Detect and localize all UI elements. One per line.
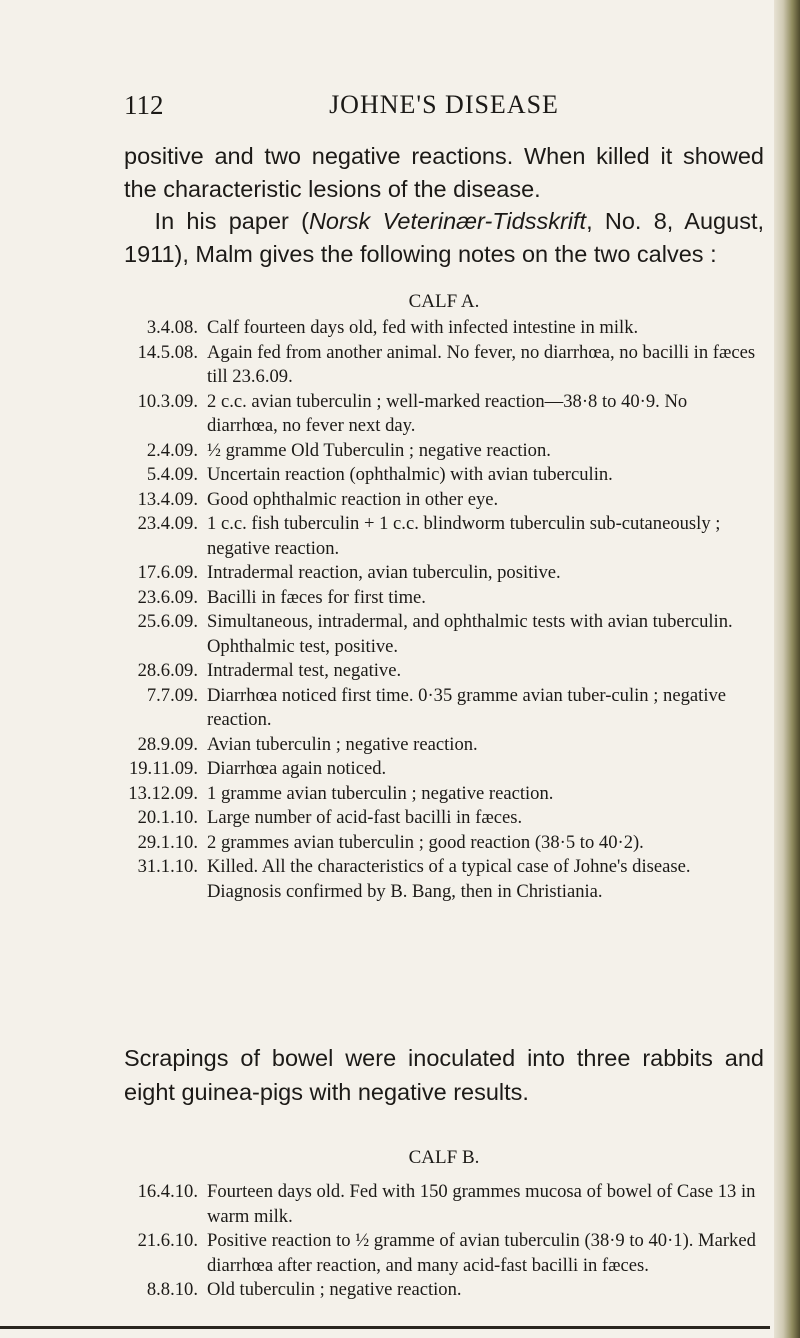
entry-text: Calf fourteen days old, fed with infected intestine in milk. xyxy=(207,317,639,338)
entry-date: 13.4.09. xyxy=(137,488,198,510)
entry-date: 13.12.09. xyxy=(128,782,198,804)
entry-date: 23.6.09. xyxy=(137,586,198,608)
calf-a-heading: CALF A. xyxy=(408,291,480,312)
log-entry xyxy=(122,659,762,684)
entry-date: 7.7.09. xyxy=(146,684,198,706)
summary-paragraph: Scrapings of bowel were inoculated into three rabbits and eight guinea-pigs with negative results. xyxy=(124,1045,764,1105)
intro-text xyxy=(124,140,764,270)
entry-text: Positive reaction to ½ gramme of avian tuberculin (38·9 to 40·1). Marked diarrhœa after reaction, and many acid-fast bacilli in fæces. xyxy=(207,1230,756,1276)
entry-text: ½ gramme Old Tuberculin ; negative reaction. xyxy=(207,439,551,461)
log-entry xyxy=(122,488,762,513)
log-entry xyxy=(122,1180,762,1229)
entry-text: Diarrhœa again noticed. xyxy=(207,758,387,779)
entry-text: Simultaneous, intradermal, and ophthalmic tests with avian tuberculin. Ophthalmic test, positive. xyxy=(207,611,733,657)
running-title: JOHNE'S DISEASE xyxy=(329,90,559,119)
log-entry xyxy=(122,561,762,586)
entry-text: Large number of acid-fast bacilli in fæces. xyxy=(207,807,523,828)
intro-paragraph-1: positive and two negative reactions. When killed it showed the characteristic lesions of the disease. xyxy=(124,143,764,202)
calf-b-heading: CALF B. xyxy=(408,1147,480,1168)
log-entry xyxy=(122,586,762,611)
entry-date: 29.1.10. xyxy=(137,831,198,853)
intro-paragraph-2-post: , No. 8, August, 1911), Malm gives the following notes on the two calves : xyxy=(124,208,765,267)
entry-text: Good ophthalmic reaction in other eye. xyxy=(207,488,499,510)
entry-date: 17.6.09. xyxy=(137,562,198,583)
entry-text: Uncertain reaction (ophthalmic) with avian tuberculin. xyxy=(207,464,613,485)
entry-date: 31.1.10. xyxy=(137,856,198,877)
entry-text: Diarrhœa noticed first time. 0·35 gramme avian tuber-culin ; negative reaction. xyxy=(207,684,727,730)
log-entry xyxy=(122,806,762,831)
entry-date: 8.8.10. xyxy=(146,1279,198,1300)
entry-date: 16.4.10. xyxy=(137,1181,198,1202)
entry-date: 10.3.09. xyxy=(137,390,198,412)
entry-text: Bacilli in fæces for first time. xyxy=(207,586,426,608)
entry-date: 3.4.08. xyxy=(146,317,198,338)
entry-date: 28.6.09. xyxy=(137,660,198,681)
log-entry xyxy=(122,831,762,856)
entry-date: 2.4.09. xyxy=(146,439,198,461)
entry-text: Fourteen days old. Fed with 150 grammes mucosa of bowel of Case 13 in warm milk. xyxy=(207,1181,756,1227)
log-entry xyxy=(122,782,762,807)
entry-text: 2 c.c. avian tuberculin ; well-marked reaction—38·8 to 40·9. No diarrhœa, no fever next day. xyxy=(207,390,688,436)
entry-date: 14.5.08. xyxy=(137,341,198,363)
page-number: 112 xyxy=(124,90,164,120)
log-entry xyxy=(122,1229,762,1278)
entry-text: Intradermal reaction, avian tuberculin, positive. xyxy=(207,562,561,583)
log-entry xyxy=(122,684,762,733)
log-entry xyxy=(122,512,762,561)
entry-date: 23.4.09. xyxy=(137,513,198,534)
entry-text: 1 gramme avian tuberculin ; negative reaction. xyxy=(207,782,554,804)
log-entry xyxy=(122,757,762,782)
entry-text: Intradermal test, negative. xyxy=(207,660,402,681)
entry-text: Again fed from another animal. No fever, no diarrhœa, no bacilli in fæces till 23.6.09. xyxy=(207,341,756,387)
calf-a-log xyxy=(122,316,762,904)
entry-date: 20.1.10. xyxy=(137,807,198,828)
calf-b-log xyxy=(122,1180,762,1303)
entry-date: 25.6.09. xyxy=(137,611,198,632)
intro-paragraph-2 xyxy=(124,205,764,270)
log-entry xyxy=(122,855,762,904)
log-entry xyxy=(122,390,762,439)
intro-paragraph-2-pre: In his paper ( xyxy=(154,208,309,234)
scan-edge-shadow xyxy=(774,0,800,1338)
log-entry xyxy=(122,610,762,659)
entry-text: 2 grammes avian tuberculin ; good reaction (38·5 to 40·2). xyxy=(207,831,644,853)
log-entry xyxy=(122,463,762,488)
entry-text: Old tuberculin ; negative reaction. xyxy=(207,1279,462,1300)
log-entry xyxy=(122,439,762,464)
log-entry xyxy=(122,341,762,390)
log-entry xyxy=(122,733,762,758)
entry-text: Killed. All the characteristics of a typical case of Johne's disease. Diagnosis confirmed by B. Bang, then in Christiania. xyxy=(207,856,691,902)
entry-date: 5.4.09. xyxy=(146,464,198,485)
entry-date: 19.11.09. xyxy=(128,758,198,779)
entry-date: 28.9.09. xyxy=(137,733,198,755)
log-entry xyxy=(122,1278,762,1303)
journal-title: Norsk Veterinær-Tidsskrift xyxy=(308,208,587,234)
page-header xyxy=(124,90,764,124)
bottom-rule xyxy=(0,1326,770,1329)
log-entry xyxy=(122,316,762,341)
entry-text: 1 c.c. fish tuberculin + 1 c.c. blindworm tuberculin sub-cutaneously ; negative reaction. xyxy=(207,513,721,559)
entry-text: Avian tuberculin ; negative reaction. xyxy=(207,733,478,755)
entry-date: 21.6.10. xyxy=(137,1230,198,1251)
